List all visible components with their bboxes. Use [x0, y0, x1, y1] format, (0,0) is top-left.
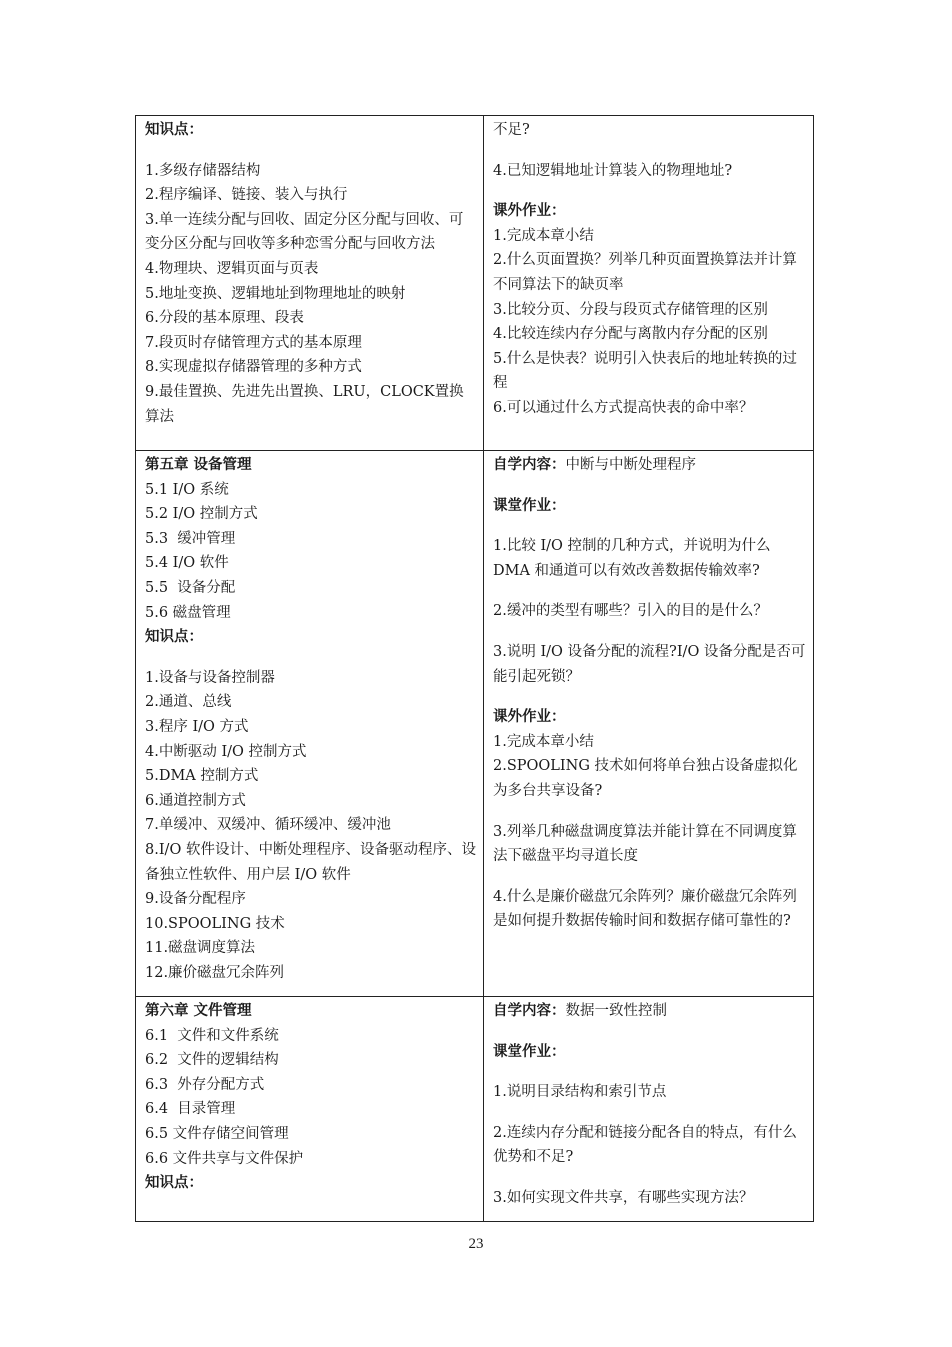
homework-item: 1.完成本章小结 [493, 733, 594, 750]
knowledge-point-item: 3.单一连续分配与回收、固定分区分配与回收、可变分区分配与回收等多种恋雪分配与回收方法 [145, 211, 464, 253]
knowledge-point-item: 4.中断驱动 I/O 控制方式 [145, 743, 307, 760]
knowledge-point-item: 10.SPOOLING 技术 [145, 915, 285, 932]
section-item: 5.4 I/O 软件 [145, 555, 229, 572]
section-item: 5.5 设备分配 [145, 579, 236, 596]
homework-item: 3.列举几种磁盘调度算法并能计算在不同调度算法下磁盘平均寻道长度 [493, 823, 797, 865]
knowledge-point-item: 6.分段的基本原理、段表 [145, 310, 304, 327]
classwork-item: 1.比较 I/O 控制的几种方式，并说明为什么DMA 和通道可以有效改善数据传输效率? [493, 538, 771, 579]
homework-item: 2.SPOOLING 技术如何将单台独占设备虚拟化为多台共享设备? [493, 758, 798, 799]
syllabus-table [135, 115, 814, 1222]
knowledge-point-item: 8.实现虚拟存储器管理的多种方式 [145, 359, 362, 376]
knowledge-points-label: 知识点： [145, 1174, 203, 1192]
knowledge-point-item: 3.程序 I/O 方式 [145, 718, 249, 735]
homework-item: 6.可以通过什么方式提高快表的命中率？ [493, 399, 754, 416]
classwork-label: 课堂作业： [493, 1042, 566, 1060]
knowledge-point-item: 4.物理块、逻辑页面与页表 [145, 260, 319, 277]
homework-item: 4.比较连续内存分配与离散内存分配的区别 [493, 326, 768, 343]
homework-item: 4.什么是廉价磁盘冗余阵列？廉价磁盘冗余阵列是如何提升数据传输时间和数据存储可靠性的? [493, 888, 797, 930]
page-number: 23 [468, 1236, 484, 1252]
section-item: 5.1 I/O 系统 [145, 481, 229, 498]
assignment-cell [484, 997, 814, 1222]
knowledge-point-item: 2.程序编译、链接、装入与执行 [145, 187, 348, 204]
continued-text: 不足? [493, 122, 530, 138]
knowledge-point-item: 11.磁盘调度算法 [145, 940, 256, 957]
knowledge-point-item: 5.DMA 控制方式 [145, 768, 259, 785]
self-study-text: 数据一致性控制 [565, 1003, 667, 1019]
homework-label: 课外作业： [493, 708, 566, 726]
knowledge-point-item: 9.设备分配程序 [145, 891, 246, 908]
assignment-cell [484, 116, 814, 451]
knowledge-points-label: 知识点： [145, 628, 203, 646]
homework-label: 课外作业： [493, 202, 566, 220]
section-item: 6.6 文件共享与文件保护 [145, 1150, 304, 1167]
chapter-title: 第五章 设备管理 [145, 456, 252, 473]
homework-item: 5.什么是快表？说明引入快表后的地址转换的过程 [493, 350, 797, 392]
section-item: 5.6 磁盘管理 [145, 604, 231, 621]
knowledge-point-item: 1.多级存储器结构 [145, 162, 261, 179]
table-row [136, 451, 814, 997]
knowledge-point-item: 5.地址变换、逻辑地址到物理地址的映射 [145, 285, 406, 302]
self-study-label: 自学内容： [493, 1002, 566, 1019]
self-study [493, 999, 807, 1024]
knowledge-point-item: 9.最佳置换、先进先出置换、LRU，CLOCK置换算法 [145, 383, 464, 425]
section-item: 6.5 文件存储空间管理 [145, 1125, 289, 1142]
classwork-item: 3.如何实现文件共享，有哪些实现方法？ [493, 1189, 754, 1206]
table-row [136, 997, 814, 1222]
classwork-item: 3.说明 I/O 设备分配的流程?I/O 设备分配是否可能引起死锁？ [493, 643, 806, 685]
self-study-label: 自学内容： [493, 456, 566, 473]
homework-item: 3.比较分页、分段与段页式存储管理的区别 [493, 301, 768, 318]
knowledge-point-item: 7.单缓冲、双缓冲、循环缓冲、缓冲池 [145, 817, 391, 834]
section-item: 5.3 缓冲管理 [145, 530, 236, 547]
knowledge-point-item: 12.廉价磁盘冗余阵列 [145, 964, 285, 981]
section-item: 6.4 目录管理 [145, 1101, 236, 1118]
knowledge-point-item: 7.段页时存储管理方式的基本原理 [145, 334, 362, 351]
table-row [136, 116, 814, 451]
assignment-cell [484, 451, 814, 997]
continued-question: 4.已知逻辑地址计算装入的物理地址? [493, 162, 733, 179]
knowledge-cell [136, 116, 484, 451]
section-item: 6.3 外存分配方式 [145, 1076, 265, 1093]
chapter-5-cell [136, 451, 484, 997]
knowledge-point-item: 1.设备与设备控制器 [145, 669, 275, 686]
chapter-title: 第六章 文件管理 [145, 1002, 252, 1019]
classwork-item: 2.缓冲的类型有哪些？引入的目的是什么？ [493, 603, 768, 620]
knowledge-points-label: 知识点： [145, 121, 203, 138]
knowledge-point-item: 6.通道控制方式 [145, 792, 246, 809]
chapter-6-cell [136, 997, 484, 1222]
homework-item: 1.完成本章小结 [493, 227, 594, 244]
self-study-text: 中断与中断处理程序 [565, 457, 696, 473]
classwork-item: 2.连续内存分配和链接分配各自的特点，有什么优势和不足? [493, 1124, 797, 1166]
self-study [493, 453, 807, 478]
classwork-item: 1.说明目录结构和索引节点 [493, 1084, 667, 1101]
classwork-label: 课堂作业： [493, 496, 566, 514]
homework-item: 2.什么页面置换？列举几种页面置换算法并计算不同算法下的缺页率 [493, 252, 797, 293]
knowledge-point-item: 8.I/O 软件设计、中断处理程序、设备驱动程序、设备独立性软件、用户层 I/O 软件 [145, 841, 476, 883]
section-item: 6.2 文件的逻辑结构 [145, 1052, 279, 1069]
knowledge-point-item: 2.通道、总线 [145, 694, 232, 711]
section-item: 5.2 I/O 控制方式 [145, 506, 258, 523]
section-item: 6.1 文件和文件系统 [145, 1027, 279, 1044]
